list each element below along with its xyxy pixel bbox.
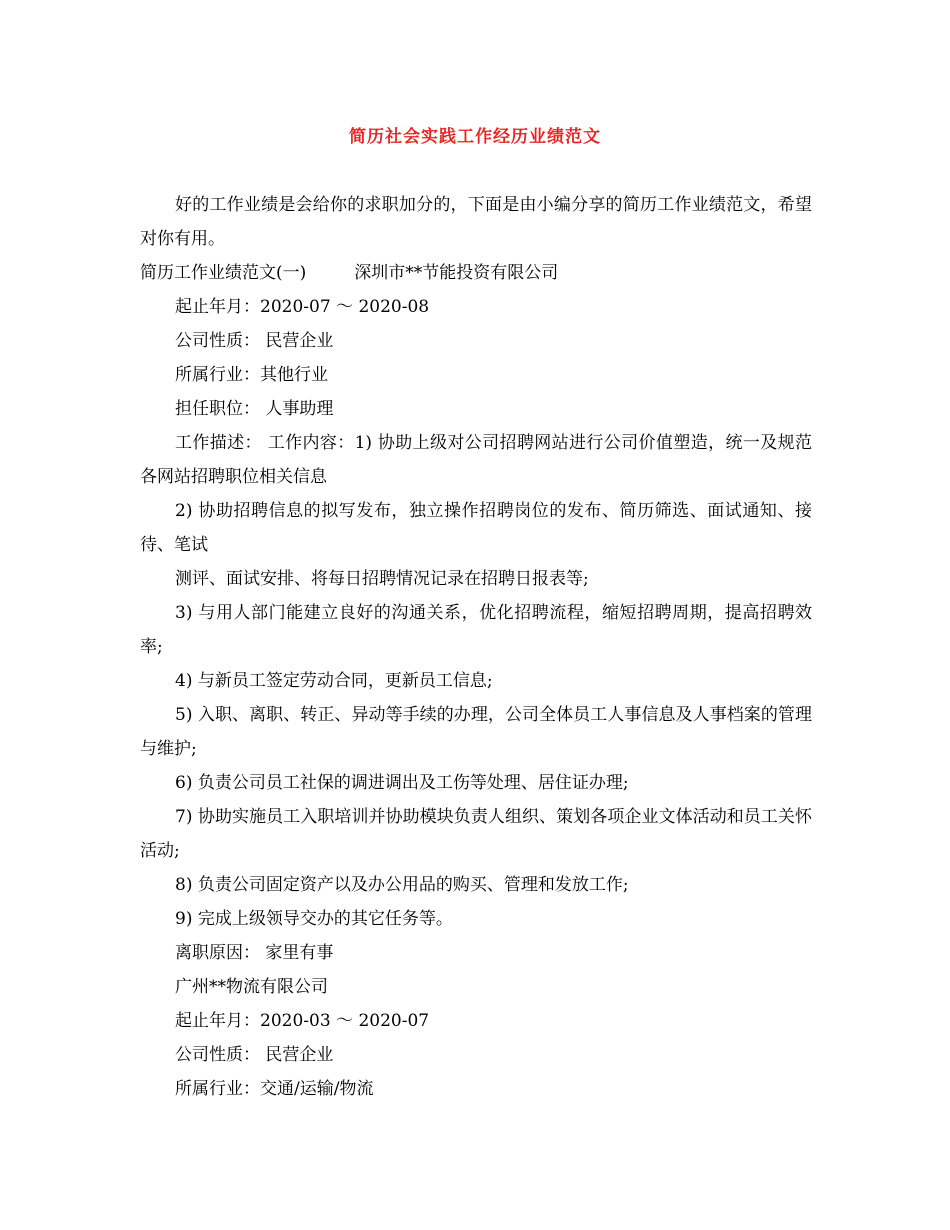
job1-item: 4) 与新员工签定劳动合同，更新员工信息; — [175, 671, 493, 691]
job1-item: 6) 负责公司员工社保的调进调出及工伤等处理、居住证办理; — [175, 773, 629, 793]
job2-period: 起止年月：2020-03 ～ 2020-07 — [175, 1011, 430, 1031]
job1-description: 工作描述： 工作内容：1) 协助上级对公司招聘网站进行公司价值塑造，统一及规范各网站招聘职位相关信息 — [140, 433, 812, 487]
company2-name: 广州**物流有限公司 — [175, 977, 328, 997]
job1-period: 起止年月：2020-07 ～ 2020-08 — [175, 297, 430, 317]
sample1-heading: 简历工作业绩范文(一) — [140, 263, 307, 283]
job1-leave-reason: 离职原因： 家里有事 — [175, 943, 334, 963]
job1-item: 8) 负责公司固定资产以及办公用品的购买、管理和发放工作; — [175, 875, 629, 895]
sample1-heading-line — [140, 256, 812, 290]
document-title: 简历社会实践工作经历业绩范文 — [349, 127, 601, 147]
job2-industry: 所属行业：交通/运输/物流 — [175, 1079, 374, 1099]
job1-industry: 所属行业：其他行业 — [175, 365, 328, 385]
job1-position: 担任职位： 人事助理 — [175, 399, 334, 419]
job1-item: 测评、面试安排、将每日招聘情况记录在招聘日报表等; — [175, 569, 589, 589]
job1-item: 7) 协助实施员工入职培训并协助模块负责人组织、策划各项企业文体活动和员工关怀活动; — [140, 807, 812, 861]
document-body — [140, 188, 812, 1106]
intro-paragraph: 好的工作业绩是会给你的求职加分的，下面是由小编分享的简历工作业绩范文，希望对你有用。 — [140, 195, 812, 249]
job2-nature: 公司性质： 民营企业 — [175, 1045, 334, 1065]
job1-item: 5) 入职、离职、转正、异动等手续的办理，公司全体员工人事信息及人事档案的管理与维护; — [140, 705, 812, 759]
job1-nature: 公司性质： 民营企业 — [175, 331, 334, 351]
company1-name: 深圳市**节能投资有限公司 — [354, 263, 559, 283]
job1-item: 3) 与用人部门能建立良好的沟通关系，优化招聘流程，缩短招聘周期，提高招聘效率; — [140, 603, 812, 657]
job1-item: 2) 协助招聘信息的拟写发布，独立操作招聘岗位的发布、简历筛选、面试通知、接待、笔试 — [140, 501, 812, 555]
job1-item: 9) 完成上级领导交办的其它任务等。 — [175, 909, 453, 929]
